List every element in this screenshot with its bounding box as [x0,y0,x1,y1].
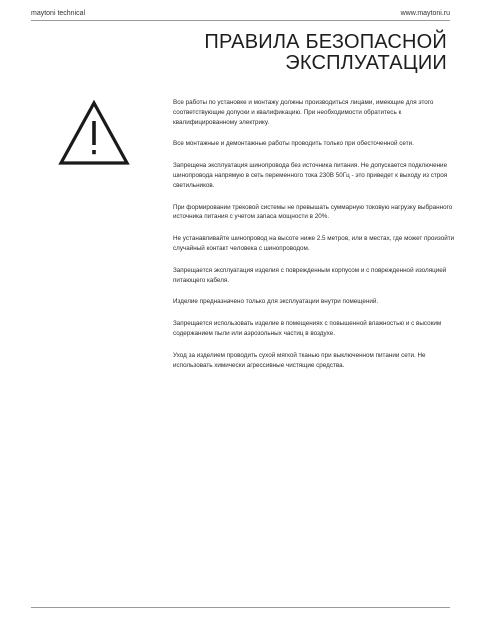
page-title [147,32,447,74]
header-brand: maytoni technical [31,10,86,17]
warning-triangle-icon [58,100,130,166]
page-title-line-1: ПРАВИЛА БЕЗОПАСНОЙ [204,31,447,53]
rule-paragraph: Запрещается использовать изделие в помещениях с повышенной влажностью и с высоким содержанием пыли или аэрозольных частиц в воздухе. [173,320,442,337]
rule-paragraph: Не устанавливайте шинопровод на высоте ниже 2.5 метров, или в местах, где может произойти случайный контакт человека с шинопроводом. [173,235,455,252]
safety-rules-list [173,98,458,382]
rule-paragraph: Запрещается эксплуатация изделия с поврежденным корпусом и с поврежденной изоляцией питающего кабеля. [173,266,447,284]
header-website: www.maytoni.ru [400,10,450,17]
footer-divider [31,607,450,608]
rule-paragraph: При формировании трековой системы не превышать суммарную токовую нагрузку выбранного источника питания с учетом запаса мощности в 20%. [173,203,453,221]
rule-paragraph: Изделие предназначено только для эксплуатации внутри помещений. [173,298,379,306]
rule-paragraph: Уход за изделием проводить сухой мягкой тканью при выключенном питании сети. Не использовать химически агрессивные чистящие средства. [173,351,426,369]
rule-paragraph: Все работы по установке и монтажу должны производиться лицами, имеющие для этого соответствующие допуски и квалификацию. При необходимости обратитесь к квалифицированному электрику. [173,99,434,126]
rule-paragraph: Запрещена эксплуатация шинопровода без источника питания. Не допускается подключение шинопровода напрямую в сеть переменного тока 230В 50Гц - это приведет к выходу из строя светильников. [173,162,448,189]
rule-paragraph: Все монтажные и демонтажные работы проводить только при обесточенной сети. [173,140,414,148]
page-title-line-2: ЭКСПЛУАТАЦИИ [285,52,447,74]
page-header [31,6,450,21]
